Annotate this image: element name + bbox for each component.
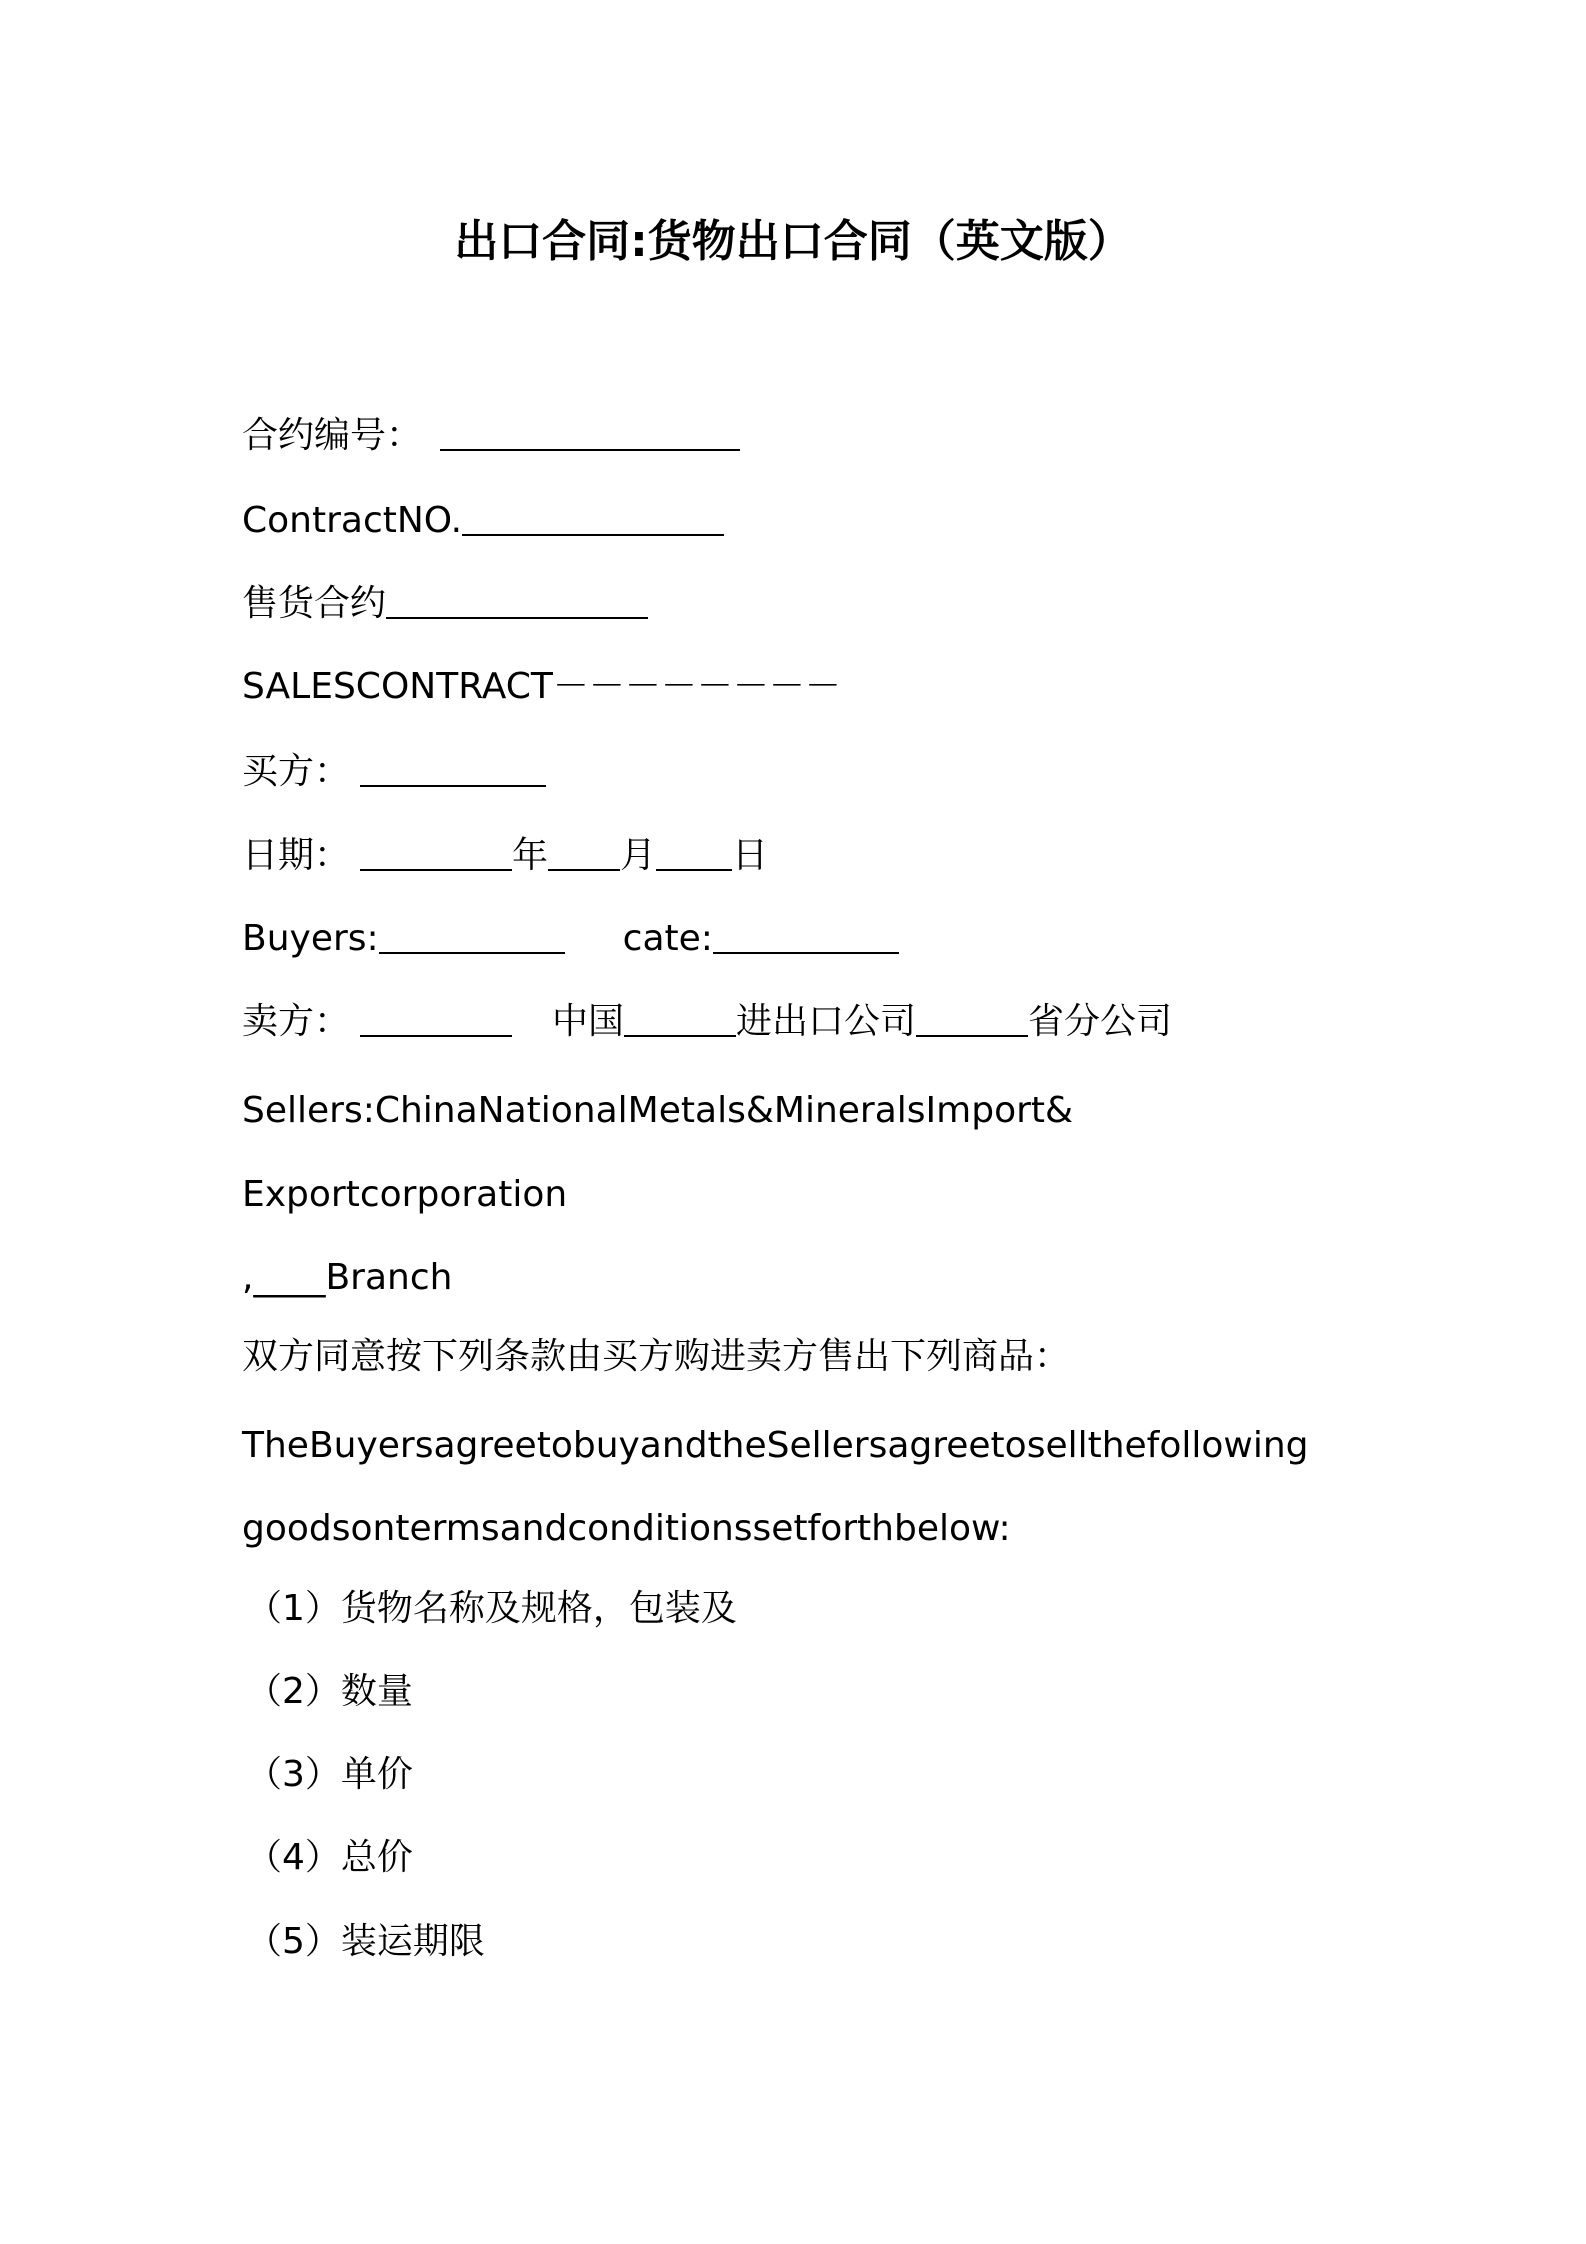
seller-import-export-label: 进出口公司 bbox=[736, 1001, 917, 1042]
sellers-en-text-1: Sellers:ChinaNationalMetals&MineralsImport& bbox=[242, 1090, 1074, 1131]
seller-cn-blank bbox=[360, 999, 512, 1037]
date-day-label: 日 bbox=[732, 835, 769, 876]
seller-cn-label: 卖方： bbox=[242, 1001, 351, 1042]
seller-cn-line bbox=[242, 998, 1172, 1046]
list-item-5 bbox=[246, 1918, 485, 1966]
agreement-cn-line bbox=[242, 1333, 1070, 1381]
date-en-label: cate: bbox=[622, 918, 713, 959]
date-year-label: 年 bbox=[512, 835, 549, 876]
date-en-blank bbox=[713, 916, 899, 954]
list-item-3-text: （3）单价 bbox=[246, 1754, 413, 1795]
date-cn-line bbox=[242, 832, 768, 880]
sellers-en-line-2 bbox=[242, 1171, 567, 1219]
buyers-en-blank bbox=[379, 916, 565, 954]
agreement-en-line-1 bbox=[242, 1422, 1309, 1470]
sales-contract-en-line bbox=[242, 663, 841, 711]
list-item-4-text: （4）总价 bbox=[246, 1837, 413, 1878]
seller-china-label: 中国 bbox=[552, 1001, 625, 1042]
sellers-en-text-2: Exportcorporation bbox=[242, 1174, 568, 1215]
document-title: 出口合同:货物出口合同（英文版） bbox=[454, 216, 1132, 267]
list-item-1 bbox=[246, 1585, 737, 1633]
buyers-en-label: Buyers: bbox=[242, 918, 379, 959]
sellers-en-text-3: ,____Branch bbox=[242, 1257, 453, 1298]
seller-china-blank bbox=[624, 999, 736, 1037]
seller-province-label: 省分公司 bbox=[1028, 1001, 1173, 1042]
list-item-5-text: （5）装运期限 bbox=[246, 1921, 485, 1962]
list-item-3 bbox=[246, 1751, 413, 1799]
list-item-2 bbox=[246, 1668, 413, 1716]
list-item-1-text: （1）货物名称及规格，包装及 bbox=[246, 1588, 737, 1629]
contract-number-en-label: ContractNO. bbox=[242, 500, 463, 541]
agreement-en-text-1: TheBuyersagreetobuyandtheSellersagreetosellthefollowing bbox=[242, 1425, 1309, 1466]
date-month-label: 月 bbox=[620, 835, 657, 876]
date-day-blank bbox=[656, 833, 732, 871]
sales-contract-cn-blank bbox=[386, 581, 648, 619]
contract-number-en-line bbox=[242, 497, 724, 545]
sales-contract-en-label: SALESCONTRACT－－－－－－－－ bbox=[242, 666, 841, 707]
agreement-cn-text: 双方同意按下列条款由买方购进卖方售出下列商品： bbox=[242, 1336, 1071, 1377]
contract-number-cn-label: 合约编号： bbox=[242, 415, 423, 456]
buyers-en-line bbox=[242, 915, 899, 963]
contract-number-cn-line bbox=[242, 412, 740, 460]
date-month-blank bbox=[548, 833, 620, 871]
contract-number-en-blank bbox=[462, 498, 724, 536]
date-cn-label: 日期： bbox=[242, 835, 351, 876]
sellers-en-line-3 bbox=[242, 1254, 452, 1302]
sales-contract-cn-label: 售货合约 bbox=[242, 583, 387, 624]
agreement-en-text-2: goodsontermsandconditionssetforthbelow: bbox=[242, 1508, 1011, 1549]
seller-province-blank bbox=[916, 999, 1028, 1037]
buyer-cn-line bbox=[242, 748, 546, 796]
contract-number-cn-blank bbox=[440, 413, 740, 451]
date-year-blank bbox=[360, 833, 512, 871]
list-item-4 bbox=[246, 1834, 413, 1882]
buyer-cn-label: 买方： bbox=[242, 751, 351, 792]
agreement-en-line-2 bbox=[242, 1505, 1011, 1553]
sellers-en-line-1 bbox=[242, 1087, 1073, 1135]
buyer-cn-blank bbox=[360, 749, 546, 787]
list-item-2-text: （2）数量 bbox=[246, 1671, 413, 1712]
sales-contract-cn-line bbox=[242, 580, 648, 628]
